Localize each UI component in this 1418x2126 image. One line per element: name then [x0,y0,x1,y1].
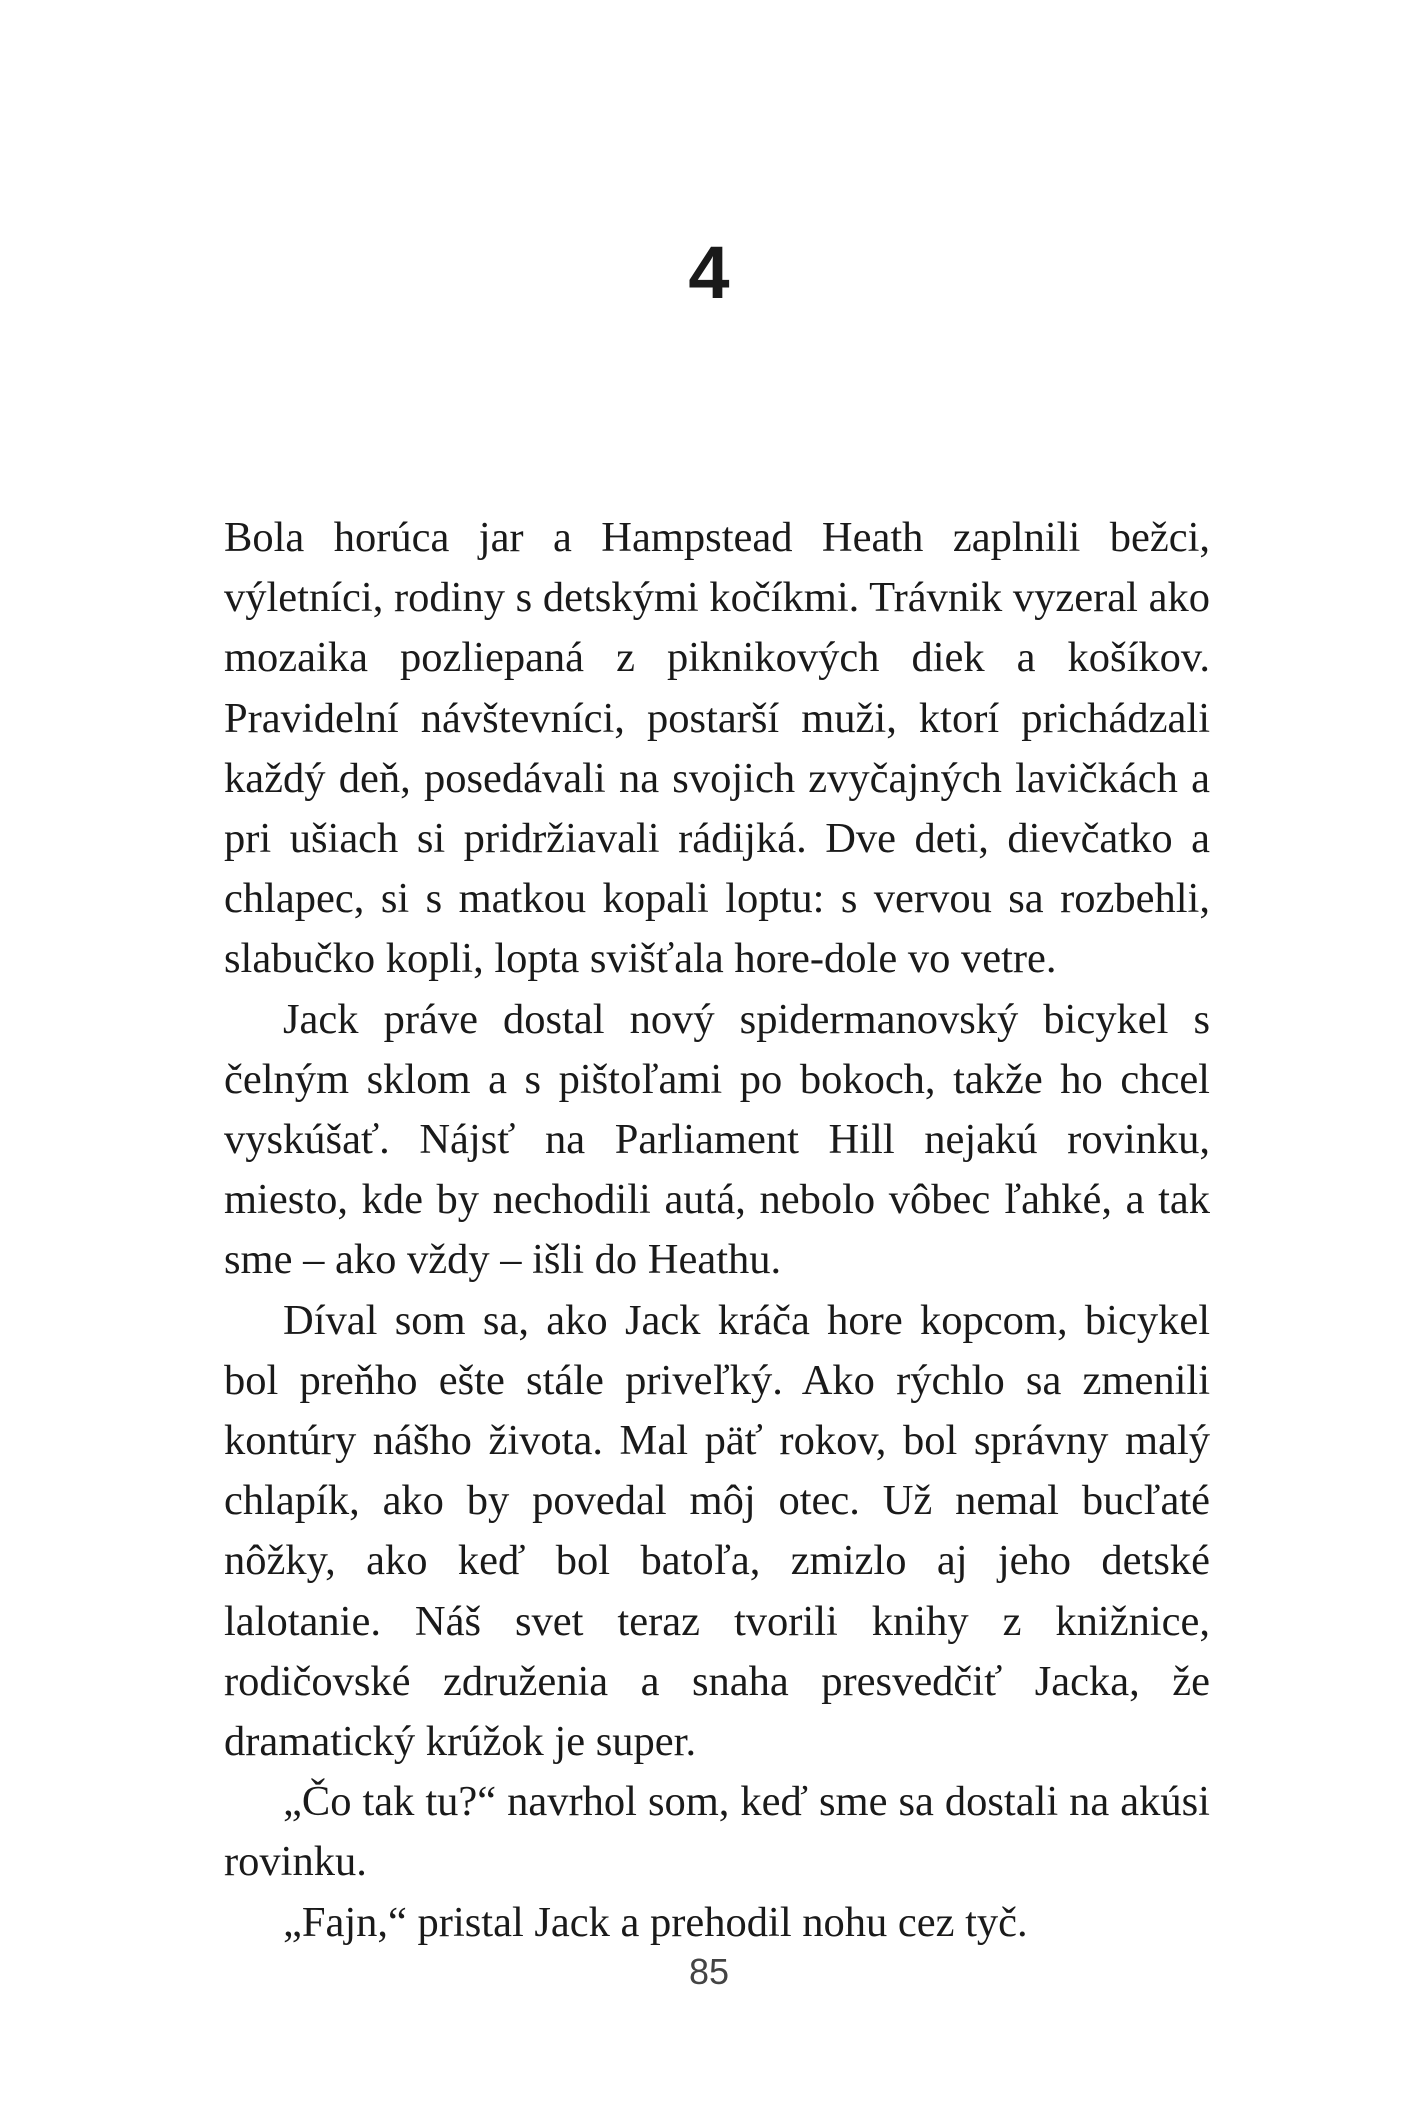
paragraph: Jack práve dostal nový spidermanovský bicykel s čelným sklom a s pištoľami po bokoch, takže ho chcel vyskúšať. Nájsť na Parliament Hill nejakú rovinku, miesto, kde by nechodili autá, nebolo vôbec ľahké, a tak sme – ako vždy – išli do Heathu. [224,995,1210,1284]
chapter-body [224,508,1210,1953]
paragraph: „Čo tak tu?“ navrhol som, keď sme sa dostali na akúsi rovinku. [224,1778,1210,1886]
paragraph: „Fajn,“ pristal Jack a prehodil nohu cez tyč. [283,1898,1028,1946]
paragraph: Bola horúca jar a Hampstead Heath zaplnili bežci, výletníci, rodiny s detskými kočíkmi. Trávnik vyzeral ako mozaika pozliepaná z piknikových diek a košíkov. Pravidelní návštevníci, postarší muži, ktorí prichádzali každý deň, posedávali na svojich zvyčajných lavičkách a pri ušiach si pridržiavali rádijká. Dve deti, dievčatko a chlapec, si s matkou kopali loptu: s vervou sa rozbehli, slabučko kopli, lopta svišťala hore-dole vo vetre. [224,514,1210,983]
chapter-number: 4 [688,231,730,314]
paragraph: Díval som sa, ako Jack kráča hore kopcom, bicykel bol preňho ešte stále priveľký. Ako rýchlo sa zmenili kontúry nášho života. Mal päť rokov, bol správny malý chlapík, ako by povedal môj otec. Už nemal bucľaté nôžky, ako keď bol batoľa, zmizlo aj jeho detské lalotanie. Náš svet teraz tvorili knihy z knižnice, rodičovské združenia a snaha presvedčiť Jacka, že dramatický krúžok je super. [224,1296,1210,1766]
page-number: 85 [688,1951,730,1992]
